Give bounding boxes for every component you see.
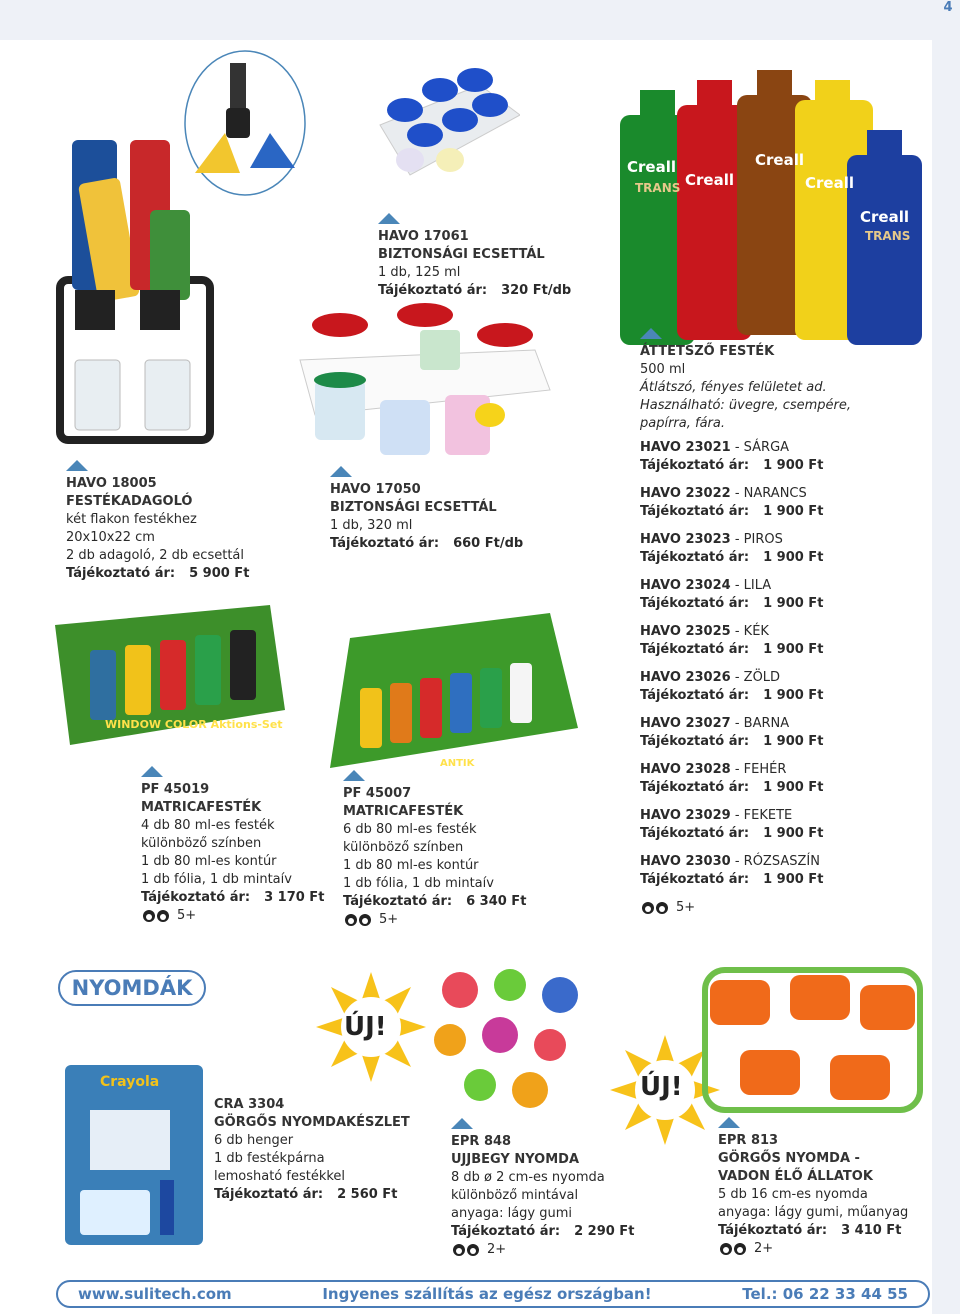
paint-color-item: HAVO 23024 - LILA Tájékoztató ár: 1 900 Ft <box>640 577 920 613</box>
paint-color-item: HAVO 23023 - PIROS Tájékoztató ár: 1 900 Ft <box>640 531 920 567</box>
product-desc: különböző színben <box>141 836 262 851</box>
price-label: Tájékoztató ár: <box>640 872 750 887</box>
price-label: Tájékoztató ár: <box>640 458 750 473</box>
paint-code: HAVO 23028 <box>640 762 731 777</box>
side-bar <box>932 0 960 1314</box>
product-desc: 4 db 80 ml-es festék <box>141 818 275 833</box>
price-value: 320 Ft/db <box>501 283 572 298</box>
price-value: 1 900 Ft <box>763 458 824 473</box>
paint-code: HAVO 23029 <box>640 808 731 823</box>
product-cra-3304 <box>214 1096 410 1204</box>
price-label: Tájékoztató ár: <box>640 504 750 519</box>
bottle-brand-label: Creall <box>805 174 854 192</box>
large-cups-tray-image <box>295 300 555 470</box>
product-havo-17061 <box>378 213 571 300</box>
product-code: EPR 848 <box>451 1134 512 1149</box>
product-name: BIZTONSÁGI ECSETTÁL <box>378 247 545 262</box>
price-row <box>640 733 920 751</box>
paint-color-item: HAVO 23029 - FEKETE Tájékoztató ár: 1 900 Ft <box>640 807 920 843</box>
paint-color-item: HAVO 23028 - FEHÉR Tájékoztató ár: 1 900 Ft <box>640 761 920 797</box>
age-badge <box>343 911 526 929</box>
product-desc: 1 db, 320 ml <box>330 518 413 533</box>
product-code: HAVO 18005 <box>66 476 157 491</box>
product-desc: 1 db 80 ml-es kontúr <box>343 858 479 873</box>
product-name: GÖRGŐS NYOMDAKÉSZLET <box>214 1115 410 1130</box>
product-desc: 6 db henger <box>214 1133 294 1148</box>
new-badge-text: ÚJ! <box>344 1012 387 1042</box>
age-badge <box>451 1241 634 1259</box>
age-value: 5+ <box>379 912 399 927</box>
product-desc: anyaga: lágy gumi <box>451 1206 573 1221</box>
children-icon <box>343 913 375 927</box>
price-value: 1 900 Ft <box>763 550 824 565</box>
product-desc: Átlátszó, fényes felületet ad. <box>640 380 827 395</box>
dispenser-part-image <box>180 48 310 198</box>
price-row <box>640 825 920 843</box>
paint-color-item: HAVO 23021 - SÁRGA Tájékoztató ár: 1 900 Ft <box>640 439 920 475</box>
paint-code: HAVO 23021 <box>640 440 731 455</box>
product-name: MATRICAFESTÉK <box>343 804 464 819</box>
price-row <box>66 565 249 583</box>
price-value: 6 340 Ft <box>466 894 527 909</box>
paint-color-name: BARNA <box>743 716 790 731</box>
bottle-brand-label: Creall <box>860 208 909 226</box>
product-epr-848 <box>451 1118 634 1259</box>
price-label: Tájékoztató ár: <box>718 1223 828 1238</box>
product-desc: 1 db 80 ml-es kontúr <box>141 854 277 869</box>
price-label: Tájékoztató ár: <box>640 780 750 795</box>
children-icon <box>718 1242 750 1256</box>
paint-color-name: NARANCS <box>743 486 807 501</box>
product-desc: 1 db fólia, 1 db mintaív <box>141 872 292 887</box>
product-desc: 20x10x22 cm <box>66 530 155 545</box>
paint-color-name: FEKETE <box>743 808 793 823</box>
price-row <box>718 1222 908 1240</box>
price-row <box>640 641 920 659</box>
price-value: 2 290 Ft <box>574 1224 635 1239</box>
price-label: Tájékoztató ár: <box>640 642 750 657</box>
product-name: GÖRGŐS NYOMDA - <box>718 1151 860 1166</box>
price-row <box>640 457 920 475</box>
product-desc: 2 db adagoló, 2 db ecsettál <box>66 548 244 563</box>
small-cups-tray-image <box>370 45 520 190</box>
product-code: PF 45007 <box>343 786 412 801</box>
price-value: 1 900 Ft <box>763 596 824 611</box>
triangle-marker-icon <box>66 460 88 471</box>
price-label: Tájékoztató ár: <box>451 1224 561 1239</box>
product-name: MATRICAFESTÉK <box>141 800 262 815</box>
new-badge-text: ÚJ! <box>640 1072 683 1102</box>
paint-code: HAVO 23022 <box>640 486 731 501</box>
triangle-marker-icon <box>451 1118 473 1129</box>
paint-color-item: HAVO 23030 - RÓZSASZÍN Tájékoztató ár: 1 900 Ft <box>640 853 920 889</box>
shipping-note: Ingyenes szállítás az egész országban! <box>322 1285 652 1303</box>
paint-color-name: PIROS <box>743 532 783 547</box>
price-row <box>214 1186 410 1204</box>
product-pf-45019 <box>141 766 324 925</box>
price-row <box>343 893 526 911</box>
set-label: WINDOW COLOR Aktions-Set <box>105 718 283 731</box>
children-icon <box>640 901 672 915</box>
paint-code: HAVO 23026 <box>640 670 731 685</box>
age-badge <box>141 907 324 925</box>
price-label: Tájékoztató ár: <box>640 596 750 611</box>
price-label: Tájékoztató ár: <box>343 894 453 909</box>
paint-color-item: HAVO 23022 - NARANCS Tájékoztató ár: 1 900 Ft <box>640 485 920 521</box>
wild-animal-rollers-image <box>700 960 925 1120</box>
product-desc: különböző színben <box>343 840 464 855</box>
product-name: ÁTTETSZŐ FESTÉK <box>640 344 775 359</box>
product-name: VADON ÉLŐ ÁLLATOK <box>718 1169 873 1184</box>
product-desc: 6 db 80 ml-es festék <box>343 822 477 837</box>
price-label: Tájékoztató ár: <box>330 536 440 551</box>
website-link[interactable]: www.sulitech.com <box>78 1285 232 1303</box>
triangle-marker-icon <box>330 466 352 477</box>
price-value: 1 900 Ft <box>763 688 824 703</box>
price-value: 1 900 Ft <box>763 642 824 657</box>
product-name: BIZTONSÁGI ECSETTÁL <box>330 500 497 515</box>
product-pf-45007 <box>343 770 526 929</box>
paint-color-item: HAVO 23026 - ZÖLD Tájékoztató ár: 1 900 Ft <box>640 669 920 705</box>
price-row <box>640 595 920 613</box>
product-code: EPR 813 <box>718 1133 779 1148</box>
age-badge <box>640 899 920 917</box>
price-value: 1 900 Ft <box>763 734 824 749</box>
phone-number: Tel.: 06 22 33 44 55 <box>742 1285 908 1303</box>
product-desc: különböző mintával <box>451 1188 579 1203</box>
bottle-brand-label: Creall <box>755 151 804 169</box>
price-label: Tájékoztató ár: <box>378 283 488 298</box>
product-havo-18005 <box>66 460 249 583</box>
price-row <box>640 871 920 889</box>
price-value: 1 900 Ft <box>763 504 824 519</box>
set-label: ANTIK <box>440 758 475 769</box>
price-value: 3 170 Ft <box>264 890 325 905</box>
product-code: HAVO 17061 <box>378 229 469 244</box>
product-code: PF 45019 <box>141 782 210 797</box>
price-row <box>330 535 523 553</box>
children-icon <box>451 1243 483 1257</box>
product-epr-813 <box>718 1117 908 1258</box>
product-code: CRA 3304 <box>214 1097 285 1112</box>
finger-stamps-image <box>420 965 605 1115</box>
price-label: Tájékoztató ár: <box>214 1187 324 1202</box>
paint-color-list <box>640 439 920 889</box>
crayola-roller-set-image <box>60 1060 208 1250</box>
product-desc: lemosható festékkel <box>214 1169 346 1184</box>
bottle-brand-label: Creall <box>685 171 734 189</box>
product-desc: 8 db ø 2 cm-es nyomda <box>451 1170 605 1185</box>
section-title: NYOMDÁK <box>58 970 206 1006</box>
paint-color-item: HAVO 23027 - BARNA Tájékoztató ár: 1 900 Ft <box>640 715 920 751</box>
paint-code: HAVO 23025 <box>640 624 731 639</box>
price-row <box>640 687 920 705</box>
product-desc: papírra, fára. <box>640 416 725 431</box>
paint-color-name: LILA <box>743 578 772 593</box>
price-label: Tájékoztató ár: <box>141 890 251 905</box>
triangle-marker-icon <box>141 766 163 777</box>
price-value: 5 900 Ft <box>189 566 250 581</box>
product-desc: Használható: üvegre, csempére, <box>640 398 852 413</box>
price-value: 1 900 Ft <box>763 780 824 795</box>
product-desc: 5 db 16 cm-es nyomda <box>718 1187 868 1202</box>
bottle-brand-label: Creall <box>627 158 676 176</box>
top-bar <box>0 0 960 40</box>
price-value: 1 900 Ft <box>763 826 824 841</box>
age-value: 5+ <box>676 900 696 915</box>
product-name: UJJBEGY NYOMDA <box>451 1152 580 1167</box>
product-desc: 500 ml <box>640 362 686 377</box>
age-value: 2+ <box>754 1241 774 1256</box>
price-value: 1 900 Ft <box>763 872 824 887</box>
bottle-sub-label: TRANS <box>635 181 681 195</box>
product-desc: két flakon festékhez <box>66 512 197 527</box>
product-havo-17050 <box>330 466 523 553</box>
paint-color-name: FEHÉR <box>743 762 787 777</box>
price-label: Tájékoztató ár: <box>640 688 750 703</box>
paint-color-name: SÁRGA <box>743 440 790 455</box>
paint-color-name: RÓZSASZÍN <box>743 854 820 869</box>
price-row <box>640 779 920 797</box>
children-icon <box>141 909 173 923</box>
window-color-set-4-image <box>50 600 290 750</box>
paint-color-name: KÉK <box>743 624 769 639</box>
triangle-marker-icon <box>343 770 365 781</box>
triangle-marker-icon <box>640 328 662 339</box>
product-attetszo-festek <box>640 328 920 917</box>
paint-code: HAVO 23023 <box>640 532 731 547</box>
paint-color-item: HAVO 23025 - KÉK Tájékoztató ár: 1 900 Ft <box>640 623 920 659</box>
paint-color-name: ZÖLD <box>743 670 781 685</box>
bottle-sub-label: TRANS <box>865 229 911 243</box>
crayola-logo-text: Crayola <box>100 1074 160 1090</box>
age-value: 2+ <box>487 1242 507 1257</box>
triangle-marker-icon <box>718 1117 740 1128</box>
product-desc: 1 db, 125 ml <box>378 265 461 280</box>
price-row <box>640 503 920 521</box>
price-value: 660 Ft/db <box>453 536 524 551</box>
price-row <box>451 1223 634 1241</box>
age-badge <box>718 1240 908 1258</box>
price-row <box>141 889 324 907</box>
footer-bar <box>56 1280 930 1308</box>
price-value: 2 560 Ft <box>337 1187 398 1202</box>
product-desc: 1 db festékpárna <box>214 1151 325 1166</box>
product-desc: anyaga: lágy gumi, műanyag <box>718 1205 909 1220</box>
price-value: 3 410 Ft <box>841 1223 902 1238</box>
paint-code: HAVO 23030 <box>640 854 731 869</box>
price-label: Tájékoztató ár: <box>640 734 750 749</box>
creall-trans-bottles-image <box>615 60 925 350</box>
triangle-marker-icon <box>378 213 400 224</box>
window-color-set-6-image <box>320 598 582 778</box>
price-row <box>640 549 920 567</box>
product-code: HAVO 17050 <box>330 482 421 497</box>
paint-code: HAVO 23024 <box>640 578 731 593</box>
price-label: Tájékoztató ár: <box>640 826 750 841</box>
price-label: Tájékoztató ár: <box>640 550 750 565</box>
product-desc: 1 db fólia, 1 db mintaív <box>343 876 494 891</box>
product-name: FESTÉKADAGOLÓ <box>66 494 193 509</box>
price-label: Tájékoztató ár: <box>66 566 176 581</box>
page-number: 4 <box>943 0 953 15</box>
age-value: 5+ <box>177 908 197 923</box>
price-row <box>378 282 571 300</box>
paint-code: HAVO 23027 <box>640 716 731 731</box>
